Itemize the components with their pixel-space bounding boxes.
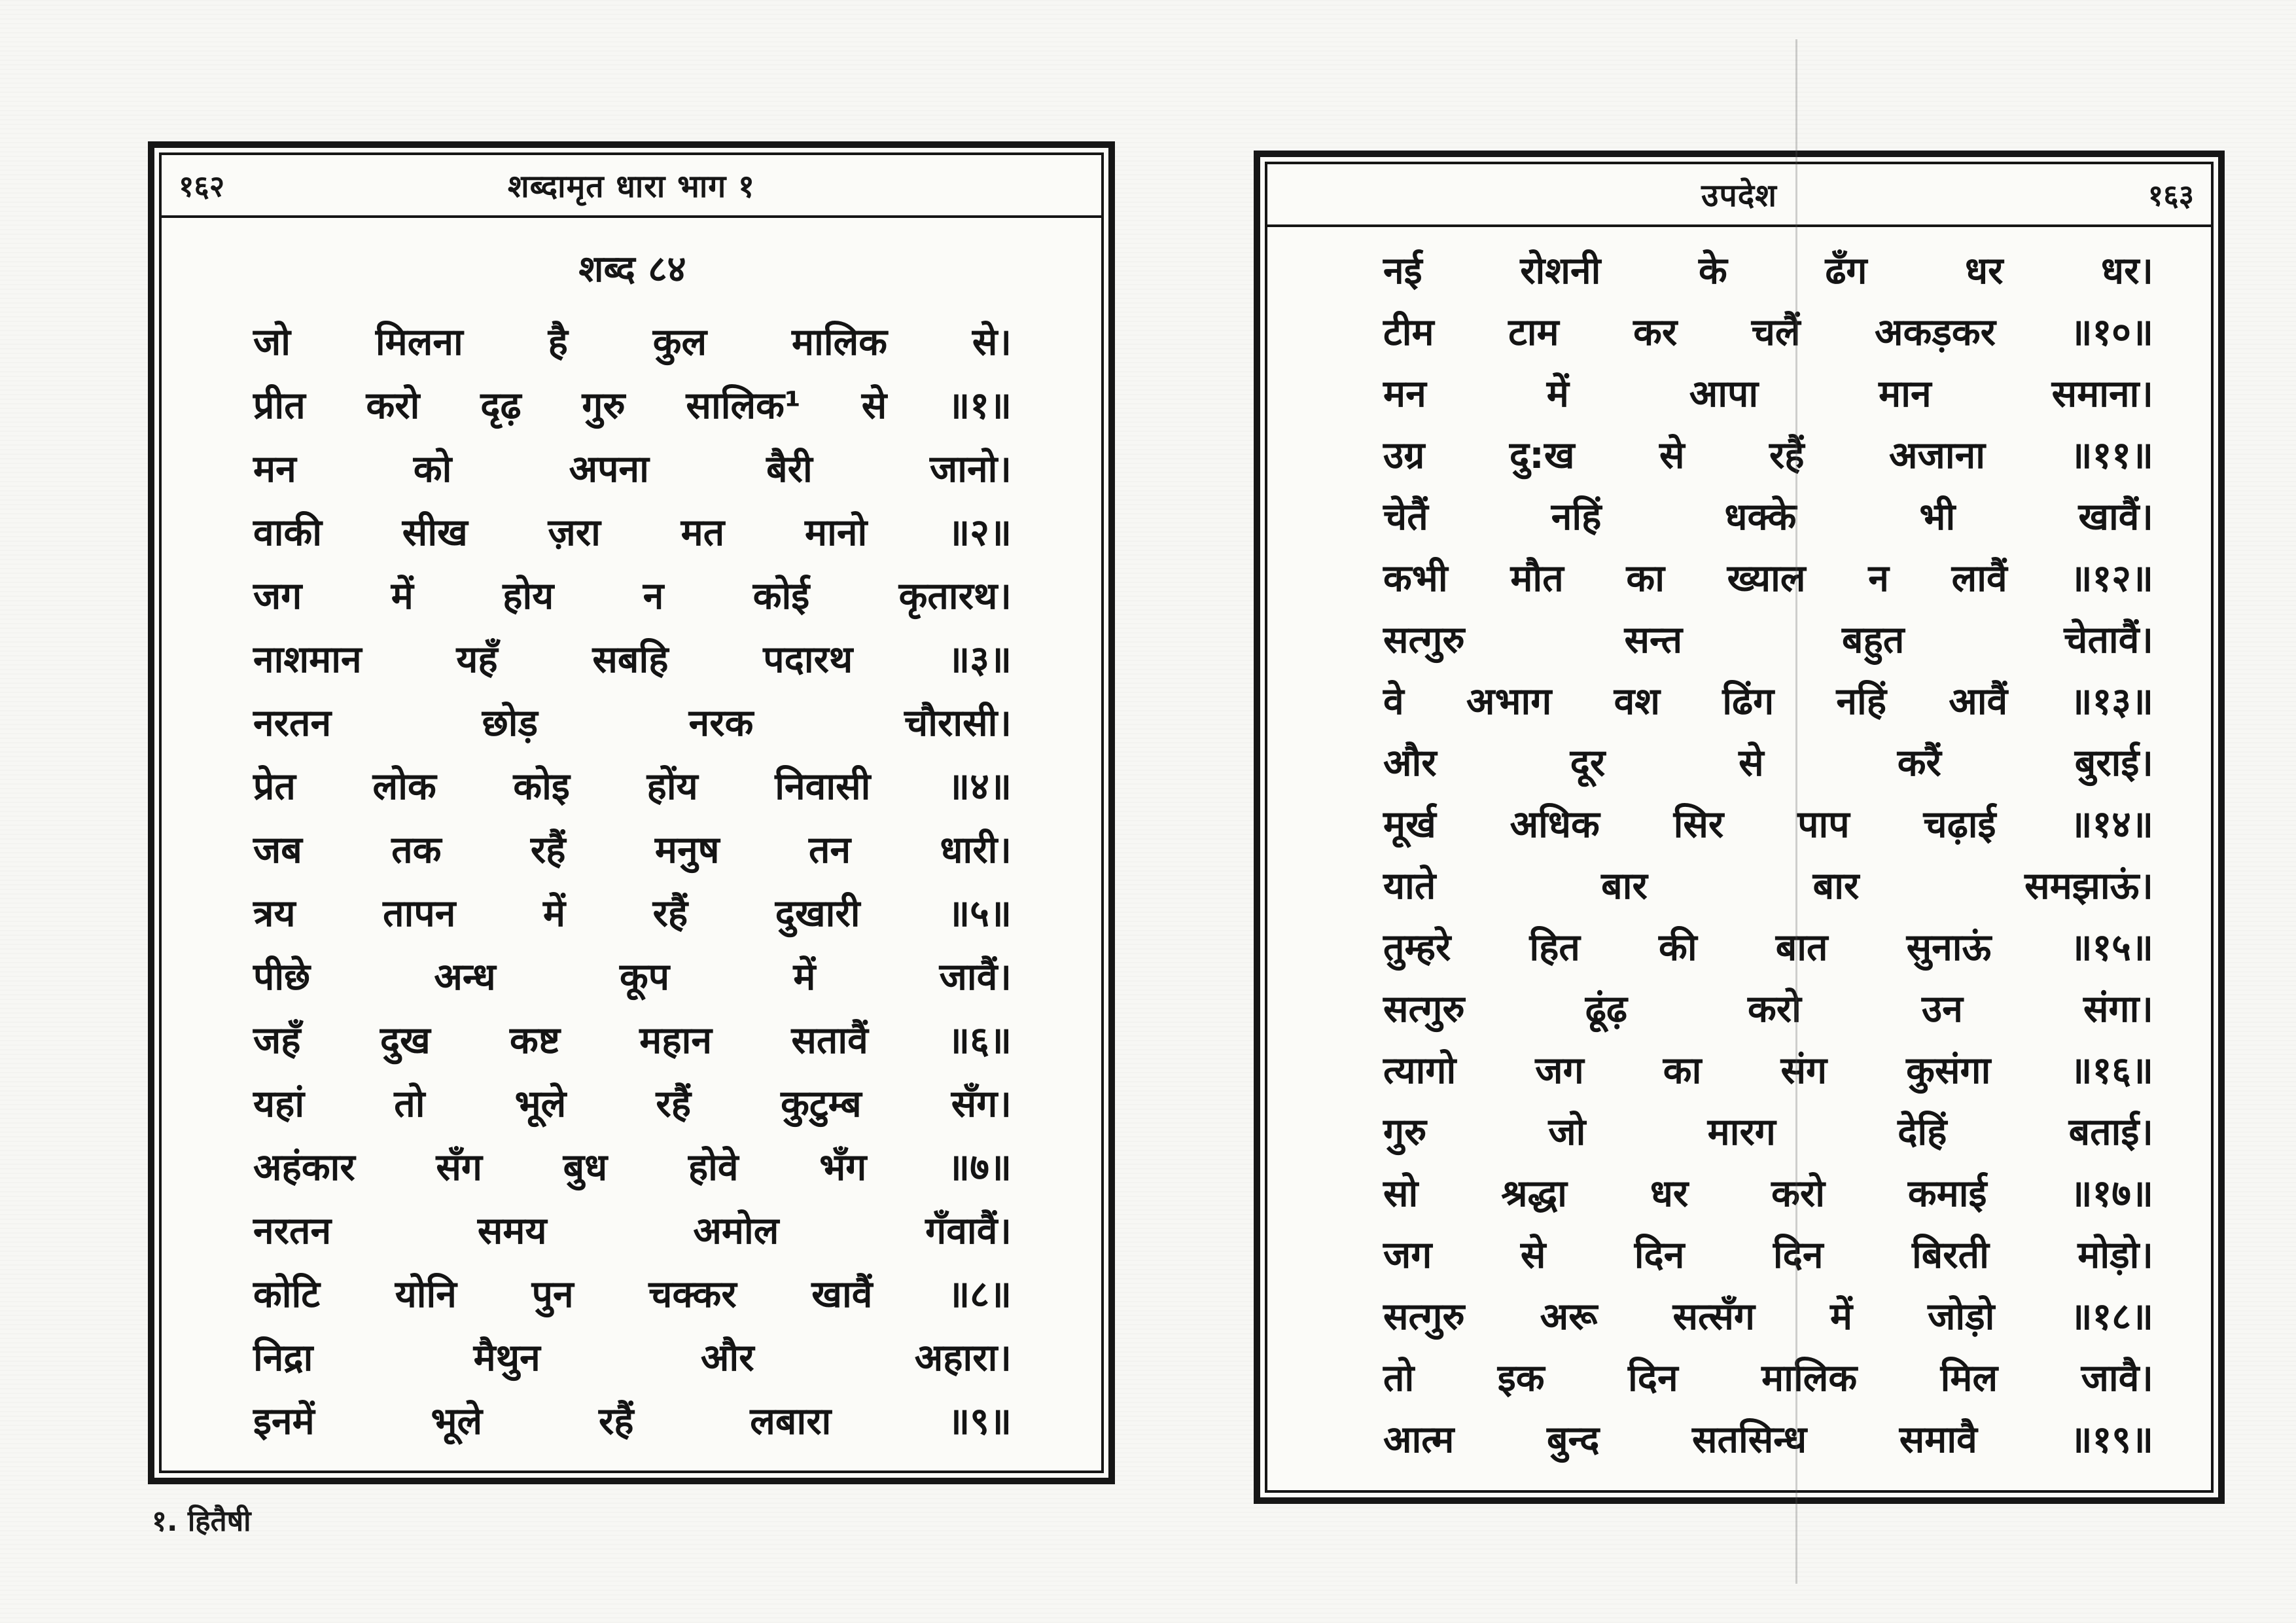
verse-line: नाशमान यहँ सबहि पदारथ ॥३॥ (253, 638, 1012, 681)
verse-line: वाकी सीख ज़रा मत मानो ॥२॥ (253, 511, 1012, 554)
right-page-verses (1383, 240, 2153, 1471)
verse-line: प्रेत लोक कोइ होंय निवासी ॥४॥ (253, 765, 1012, 808)
verse-line: कभी मौत का ख्याल न लावैं ॥१२॥ (1383, 557, 2153, 600)
verse-line: चेतैं नहिं धक्के भी खावैं। (1383, 495, 2153, 539)
verse-line: त्रय तापन में रहैं दुखारी ॥५॥ (253, 892, 1012, 935)
verse-line: जग में होय न कोई कृतारथ। (253, 575, 1012, 618)
verse-line: जहँ दुख कष्ट महान सतावैं ॥६॥ (253, 1019, 1012, 1062)
verse-line: प्रीत करो दृढ़ गुरु सालिक¹ से ॥१॥ (253, 384, 1012, 427)
verse-line: और दूर से करैं बुराई। (1383, 741, 2153, 785)
right-page-body (1267, 227, 2211, 1490)
verse-line: याते बार बार समझाऊं। (1383, 865, 2153, 908)
right-page-number: १६३ (2147, 177, 2194, 213)
left-page-verses (253, 311, 1012, 1454)
verse-line: तो इक दिन मालिक मिल जावै। (1383, 1357, 2153, 1400)
right-page-header-title: उपदेश (1701, 177, 1777, 214)
verse-line: जग से दिन दिन बिरती मोड़ो। (1383, 1234, 2153, 1277)
verse-line: सो श्रद्धा धर करो कमाई ॥१७॥ (1383, 1172, 2153, 1215)
verse-line: अहंकार सँग बुध होवे भँग ॥७॥ (253, 1146, 1012, 1189)
footnote: १. हितैषी (152, 1505, 251, 1538)
verse-line: वे अभाग वश ढिंग नहिं आवैं ॥१३॥ (1383, 680, 2153, 723)
left-page-number: १६२ (179, 168, 225, 204)
verse-line: नरतन छोड़ नरक चौरासी। (253, 702, 1012, 745)
verse-line: पीछे अन्ध कूप में जावैं। (253, 955, 1012, 999)
verse-line: कोटि योनि पुन चक्कर खावैं ॥८॥ (253, 1273, 1012, 1316)
right-page-frame (1265, 162, 2214, 1493)
verse-line: जब तक रहैं मनुष तन धारी। (253, 829, 1012, 872)
left-page-header-title: शब्दामृत धारा भाग १ (508, 168, 755, 205)
verse-line: आत्म बुन्द सतसिन्ध समावै ॥१९॥ (1383, 1418, 2153, 1461)
left-page-header (162, 155, 1101, 218)
right-page-header (1267, 164, 2211, 227)
verse-line: तुम्हरे हित की बात सुनाऊं ॥१५॥ (1383, 926, 2153, 969)
verse-line: सत्गुरु सन्त बहुत चेतावैं। (1383, 618, 2153, 662)
verse-line: सत्गुरु अरू सत्सँग में जोड़ो ॥१८॥ (1383, 1295, 2153, 1338)
left-page-frame (159, 152, 1104, 1473)
verse-line: नई रोशनी के ढँग धर धर। (1383, 249, 2153, 293)
left-page (148, 141, 1115, 1484)
verse-line: यहां तो भूले रहैं कुटुम्ब सँग। (253, 1082, 1012, 1126)
verse-line: मन को अपना बैरी जानो। (253, 448, 1012, 491)
verse-line: जो मिलना है कुल मालिक से। (253, 321, 1012, 364)
verse-line: त्यागो जग का संग कुसंगा ॥१६॥ (1383, 1049, 2153, 1092)
right-page (1254, 151, 2225, 1504)
verse-line: इनमें भूले रहैं लबारा ॥९॥ (253, 1400, 1012, 1443)
verse-line: नरतन समय अमोल गँवावैं। (253, 1209, 1012, 1253)
verse-line: सत्गुरु ढूंढ़ करो उन संगा। (1383, 988, 2153, 1031)
verse-line: मन में आपा मान समाना। (1383, 372, 2153, 416)
verse-line: टीम टाम कर चलैं अकड़कर ॥१०॥ (1383, 311, 2153, 354)
left-page-body (162, 218, 1101, 1471)
verse-line: गुरु जो मारग देहिं बताई। (1383, 1111, 2153, 1154)
section-title: शब्द ८४ (578, 248, 686, 291)
verse-line: उग्र दु:ख से रहैं अजाना ॥११॥ (1383, 434, 2153, 477)
verse-line: निद्रा मैथुन और अहारा। (253, 1336, 1012, 1380)
verse-line: मूर्ख अधिक सिर पाप चढ़ाई ॥१४॥ (1383, 803, 2153, 846)
